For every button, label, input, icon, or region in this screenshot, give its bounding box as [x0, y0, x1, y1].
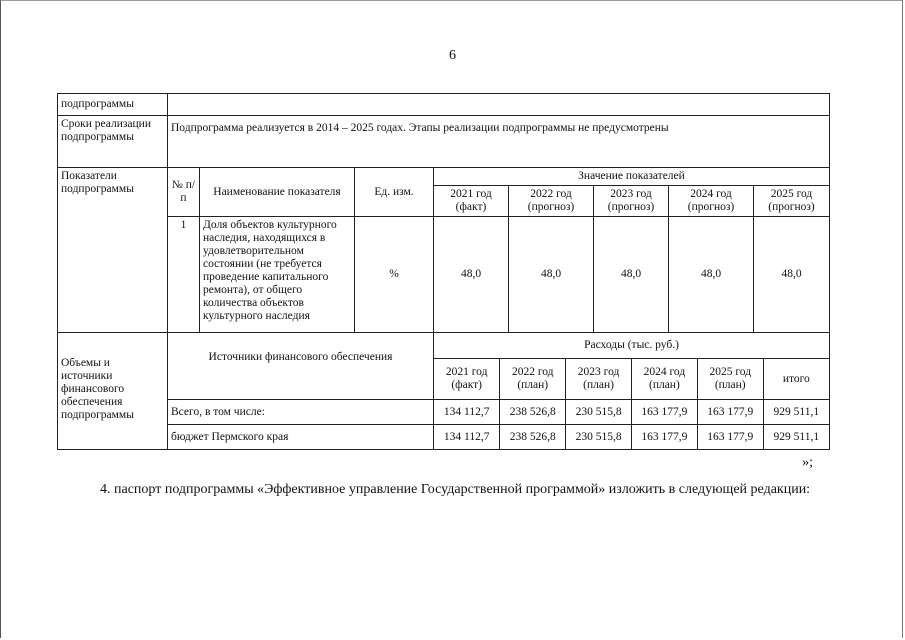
funding-value: 929 511,1	[773, 405, 820, 418]
page-number: 6	[449, 48, 456, 63]
indicator-value: 48,0	[754, 217, 830, 333]
year-header: 2021 год (факт)	[434, 186, 509, 217]
body-paragraph: 4. паспорт подпрограммы «Эффективное управление Государственной программой» изложить в следующей редакции:	[100, 482, 811, 497]
row-label-terms: Сроки реализации подпрограммы	[58, 116, 168, 168]
table-row	[58, 333, 830, 359]
values-header: Значение показателей	[434, 168, 830, 186]
closing-quote-mark: »;	[802, 455, 813, 470]
indicator-name: Доля объектов культурного наследия, находящихся в удовлетворительном состоянии (не требуется проведение капитального ремонта), от общего количества объектов культурного наследия	[200, 217, 355, 333]
funding-values-cell	[434, 400, 830, 425]
funding-values-grid	[434, 400, 829, 424]
year-header: 2023 год (прогноз)	[594, 186, 669, 217]
indicator-value: 48,0	[594, 217, 669, 333]
funding-values-grid	[434, 425, 829, 449]
table-row	[58, 168, 830, 186]
funding-value: 929 511,1	[773, 430, 820, 443]
expenses-header: Расходы (тыс. руб.)	[434, 333, 830, 359]
table-row	[58, 400, 830, 425]
funding-year-header: итого	[782, 372, 810, 385]
year-header: 2025 год (прогноз)	[754, 186, 830, 217]
indicator-value: 48,0	[434, 217, 509, 333]
funding-value: 238 526,8	[500, 400, 566, 424]
col-header-num: № п/п	[168, 168, 200, 217]
indicator-value: 48,0	[509, 217, 594, 333]
funding-value: 238 526,8	[500, 425, 566, 449]
funding-year-header: 2025 год (план)	[697, 359, 763, 399]
funding-source: бюджет Пермского края	[168, 425, 434, 450]
funding-years-cell	[434, 359, 830, 400]
col-header-unit: Ед. изм.	[355, 168, 434, 217]
funding-value: 163 177,9	[697, 425, 763, 449]
table-row	[58, 425, 830, 450]
funding-years-grid	[434, 359, 829, 399]
indicator-unit: %	[355, 217, 434, 333]
funding-value: 163 177,9	[631, 425, 697, 449]
indicator-num: 1	[168, 217, 200, 333]
col-header-name: Наименование показателя	[200, 168, 355, 217]
table-row	[58, 116, 830, 168]
funding-value: 134 112,7	[434, 425, 500, 449]
funding-value: 230 515,8	[566, 400, 632, 424]
funding-year-header: 2021 год (факт)	[434, 359, 500, 399]
row-label-indicators: Показатели подпрограммы	[58, 168, 168, 333]
funding-year-header: 2022 год (план)	[500, 359, 566, 399]
funding-year-header: 2023 год (план)	[566, 359, 632, 399]
empty-cell	[168, 94, 830, 116]
sources-header: Источники финансового обеспечения	[168, 333, 434, 400]
funding-value: 163 177,9	[697, 400, 763, 424]
year-header: 2022 год (прогноз)	[509, 186, 594, 217]
indicator-value: 48,0	[669, 217, 754, 333]
funding-year-header: 2024 год (план)	[631, 359, 697, 399]
row-label-subprogram: подпрограммы	[58, 94, 168, 116]
year-header: 2024 год (прогноз)	[669, 186, 754, 217]
funding-value: 230 515,8	[566, 425, 632, 449]
table-row	[58, 94, 830, 116]
passport-table	[57, 93, 830, 450]
funding-values-cell	[434, 425, 830, 450]
row-label-funding: Объемы и источники финансового обеспечения подпрограммы	[58, 333, 168, 450]
table-row	[58, 217, 830, 333]
funding-value: 163 177,9	[631, 400, 697, 424]
terms-text: Подпрограмма реализуется в 2014 – 2025 годах. Этапы реализации подпрограммы не предусмотрены	[168, 116, 830, 168]
funding-value: 134 112,7	[434, 400, 500, 424]
funding-source: Всего, в том числе:	[168, 400, 434, 425]
